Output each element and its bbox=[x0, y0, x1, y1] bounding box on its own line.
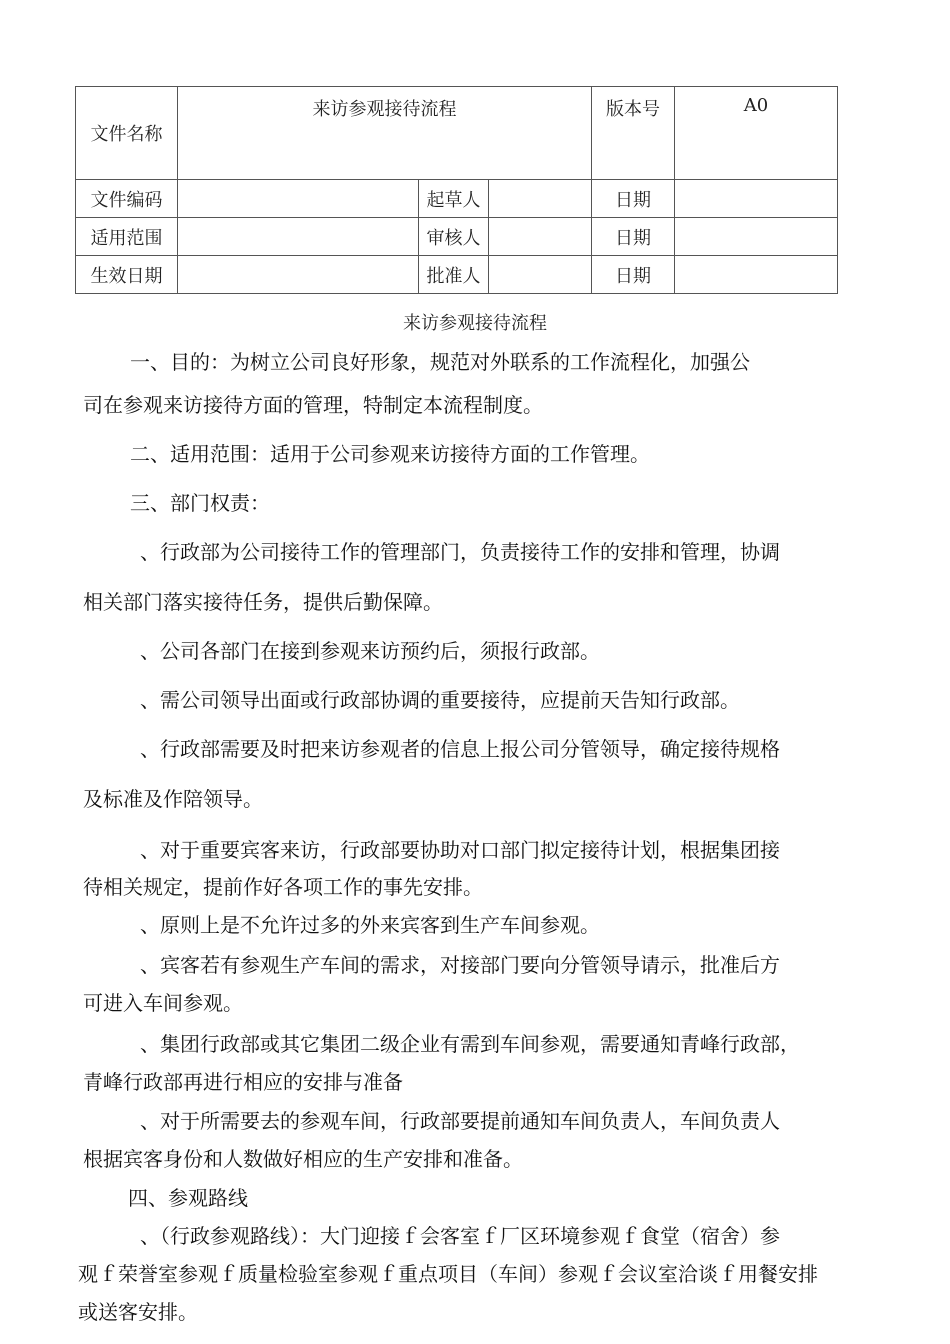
table-row bbox=[76, 87, 838, 180]
row-label: 生效日期 bbox=[76, 256, 178, 294]
date-value bbox=[675, 180, 838, 218]
body-text-line: 可进入车间参观。 bbox=[83, 991, 243, 1015]
date-value bbox=[675, 218, 838, 256]
row-value bbox=[178, 218, 419, 256]
date-value bbox=[675, 256, 838, 294]
body-text-line: 根据宾客身份和人数做好相应的生产安排和准备。 bbox=[83, 1147, 523, 1171]
role-label: 起草人 bbox=[419, 180, 489, 218]
role-value bbox=[489, 180, 592, 218]
body-text-line: 、原则上是不允许过多的外来宾客到生产车间参观。 bbox=[140, 913, 600, 937]
section-heading: 三、部门权责： bbox=[130, 491, 270, 515]
file-name-label: 文件名称 bbox=[76, 87, 178, 180]
table-row bbox=[76, 256, 838, 294]
body-text-line: 相关部门落实接待任务，提供后勤保障。 bbox=[83, 590, 443, 614]
body-text-line: 或送客安排。 bbox=[78, 1300, 198, 1324]
role-label: 批准人 bbox=[419, 256, 489, 294]
body-text-line: 、公司各部门在接到参观来访预约后，须报行政部。 bbox=[140, 639, 600, 663]
row-label: 文件编码 bbox=[76, 180, 178, 218]
body-text-line: 、（行政参观路线）：大门迎接ｆ会客室ｆ厂区环境参观ｆ食堂（宿舍）参 bbox=[140, 1224, 780, 1248]
document-title: 来访参观接待流程 bbox=[403, 313, 547, 334]
section-heading: 四、参观路线 bbox=[128, 1186, 248, 1210]
body-text-line: 、行政部为公司接待工作的管理部门，负责接待工作的安排和管理，协调 bbox=[140, 540, 780, 564]
body-text-line: 一、目的：为树立公司良好形象，规范对外联系的工作流程化，加强公 bbox=[130, 350, 750, 374]
body-text-line: 、对于重要宾客来访，行政部要协助对口部门拟定接待计划，根据集团接 bbox=[140, 838, 780, 862]
body-text-line: 、宾客若有参观生产车间的需求，对接部门要向分管领导请示，批准后方 bbox=[140, 953, 780, 977]
document-header-table bbox=[75, 86, 838, 294]
body-text-line: 青峰行政部再进行相应的安排与准备 bbox=[83, 1070, 403, 1094]
file-name-value: 来访参观接待流程 bbox=[178, 87, 592, 180]
role-label: 审核人 bbox=[419, 218, 489, 256]
body-text-line: 待相关规定，提前作好各项工作的事先安排。 bbox=[83, 875, 483, 899]
date-label: 日期 bbox=[592, 180, 675, 218]
body-text-line: 、对于所需要去的参观车间，行政部要提前通知车间负责人，车间负责人 bbox=[140, 1109, 780, 1133]
body-text-line: 、集团行政部或其它集团二级企业有需到车间参观，需要通知青峰行政部， bbox=[140, 1032, 800, 1056]
body-text-line: 、行政部需要及时把来访参观者的信息上报公司分管领导，确定接待规格 bbox=[140, 737, 780, 761]
role-value bbox=[489, 218, 592, 256]
body-text-line: 观ｆ荣誉室参观ｆ质量检验室参观ｆ重点项目（车间）参观ｆ会议室洽谈ｆ用餐安排 bbox=[78, 1262, 818, 1286]
date-label: 日期 bbox=[592, 218, 675, 256]
row-value bbox=[178, 256, 419, 294]
body-text-line: 、需公司领导出面或行政部协调的重要接待，应提前天告知行政部。 bbox=[140, 688, 740, 712]
row-label: 适用范围 bbox=[76, 218, 178, 256]
body-text-line: 及标准及作陪领导。 bbox=[83, 787, 263, 811]
row-value bbox=[178, 180, 419, 218]
body-text-line: 二、适用范围：适用于公司参观来访接待方面的工作管理。 bbox=[130, 442, 650, 466]
table-row bbox=[76, 218, 838, 256]
table-row bbox=[76, 180, 838, 218]
body-text-line: 司在参观来访接待方面的管理，特制定本流程制度。 bbox=[83, 393, 543, 417]
version-label: 版本号 bbox=[592, 87, 675, 180]
version-value: A0 bbox=[675, 87, 838, 180]
role-value bbox=[489, 256, 592, 294]
date-label: 日期 bbox=[592, 256, 675, 294]
